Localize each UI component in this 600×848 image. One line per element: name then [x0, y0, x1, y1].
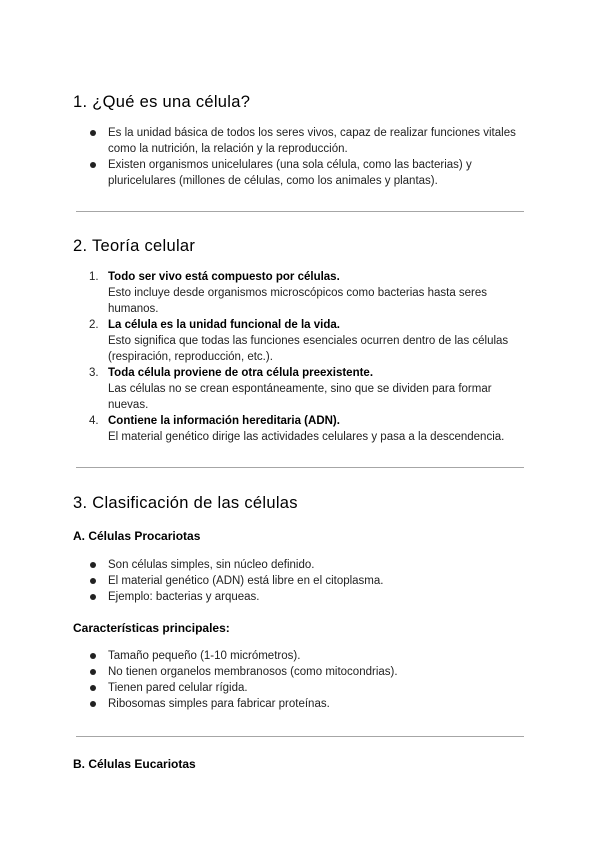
- bullet-icon: [90, 130, 96, 136]
- subsection-b-title: B. Células Eucariotas: [73, 757, 196, 771]
- list-item: No tienen organelos membranosos (como mitocondrias).: [89, 664, 529, 680]
- list-item: 1. Todo ser vivo está compuesto por células. Esto incluye desde organismos microscópicos como bacterias hasta seres humanos.: [89, 271, 488, 315]
- list-item: 3. Toda célula proviene de otra célula preexistente. Las células no se crean espontáneamente, sino que se dividen para formar nuevas.: [89, 367, 492, 411]
- list-item: Tienen pared celular rígida.: [89, 680, 529, 696]
- divider: [76, 211, 524, 212]
- bullet-icon: [90, 653, 96, 659]
- list-item: Ribosomas simples para fabricar proteínas.: [89, 696, 529, 712]
- features-bullets: [89, 648, 529, 712]
- section-1-bullets: [89, 125, 529, 189]
- section-2-title: 2. Teoría celular: [73, 237, 196, 255]
- list-item: Ejemplo: bacterias y arqueas.: [89, 589, 529, 605]
- bullet-icon: [90, 669, 96, 675]
- list-item: Tamaño pequeño (1-10 micrómetros).: [89, 648, 529, 664]
- subsection-a-bullets: [89, 557, 529, 605]
- list-item: 2. La célula es la unidad funcional de la vida. Esto significa que todas las funciones esenciales ocurren dentro de las células (respiración, reproducción, etc.).: [89, 319, 509, 363]
- bullet-icon: [90, 578, 96, 584]
- bullet-icon: [90, 162, 96, 168]
- features-title: Características principales:: [73, 621, 230, 635]
- list-item: 4. Contiene la información hereditaria (ADN). El material genético dirige las actividades celulares y pasa a la descendencia.: [89, 415, 505, 443]
- bullet-icon: [90, 685, 96, 691]
- subsection-a-title: A. Células Procariotas: [73, 529, 201, 543]
- list-item: Son células simples, sin núcleo definido.: [89, 557, 529, 573]
- divider: [76, 736, 524, 737]
- section-1-title: 1. ¿Qué es una célula?: [73, 93, 251, 111]
- bullet-icon: [90, 594, 96, 600]
- divider: [76, 467, 524, 468]
- section-2-list: [89, 269, 534, 445]
- list-item: Existen organismos unicelulares (una sola célula, como las bacterias) y pluricelulares (millones de células, como los animales y plantas).: [89, 157, 529, 189]
- section-3-title: 3. Clasificación de las células: [73, 494, 298, 512]
- bullet-icon: [90, 562, 96, 568]
- list-item: Es la unidad básica de todos los seres vivos, capaz de realizar funciones vitales como la nutrición, la relación y la reproducción.: [89, 125, 529, 157]
- bullet-icon: [90, 701, 96, 707]
- list-item: El material genético (ADN) está libre en el citoplasma.: [89, 573, 529, 589]
